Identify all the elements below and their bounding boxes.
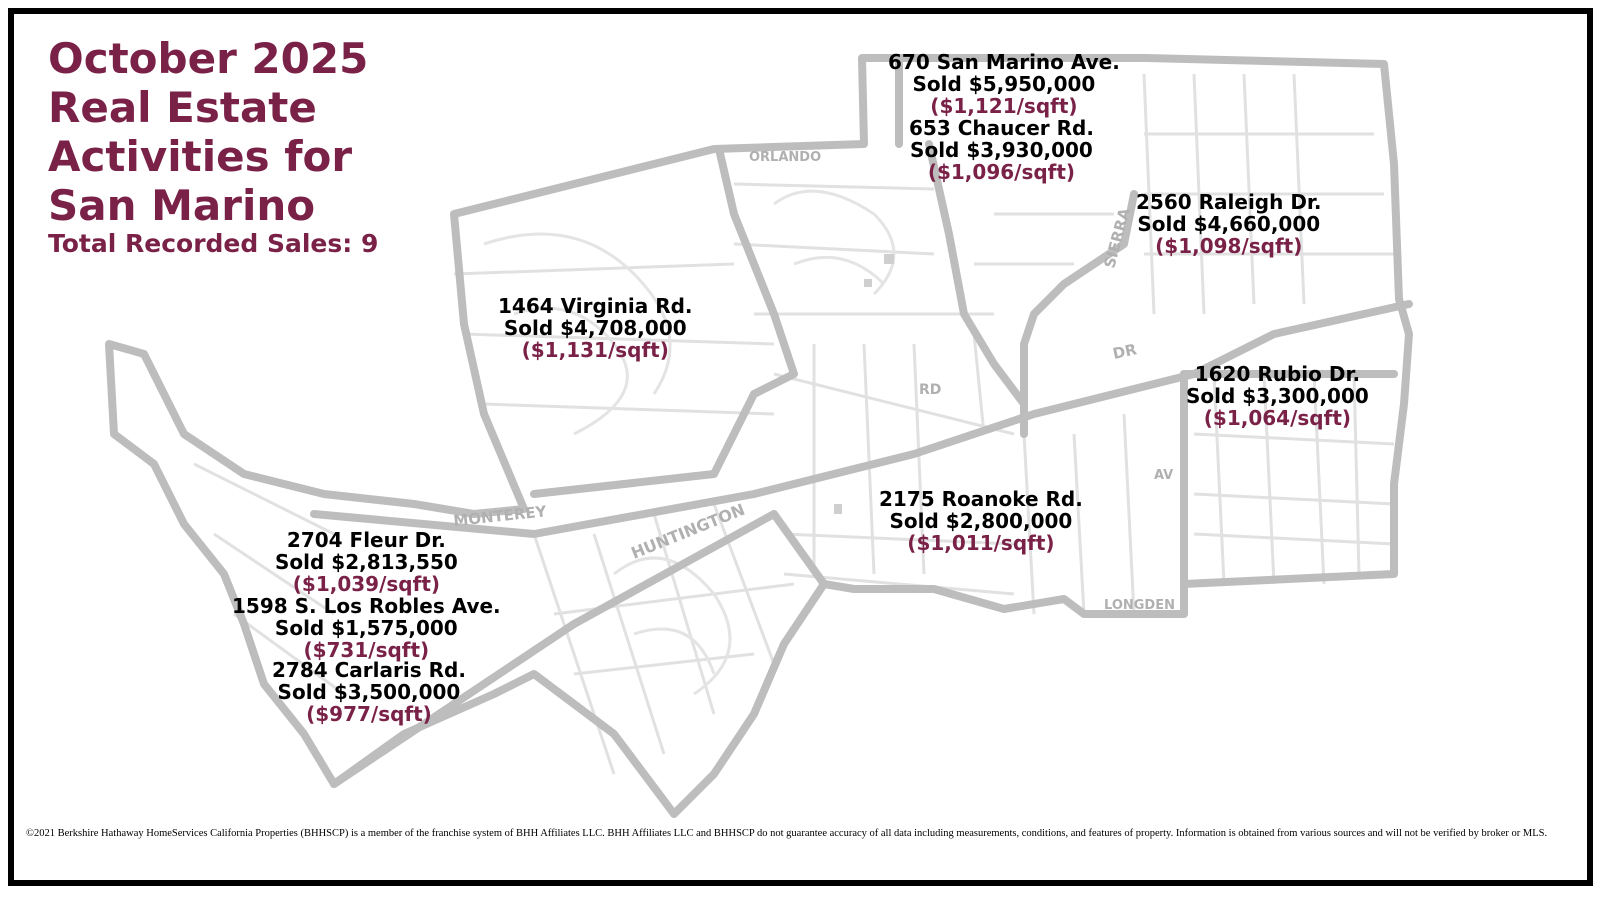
street-label-orlando: ORLANDO [749,150,822,165]
listing-price: Sold $3,930,000 [910,138,1093,162]
listing-price-per-sqft: ($1,064/sqft) [1203,406,1352,430]
street-label-av: AV [1154,468,1174,483]
listing-address: 2704 Fleur Dr. [286,528,446,552]
listing-address: 2784 Carlaris Rd. [272,658,466,682]
listing-price: Sold $5,950,000 [912,72,1096,96]
listing-2560-raleigh [1136,191,1322,257]
listing-price-per-sqft: ($1,011/sqft) [907,531,1055,555]
listing-price: Sold $4,708,000 [503,316,687,340]
listing-1464-virginia [498,295,693,361]
listing-price-per-sqft: ($977/sqft) [306,702,432,726]
street-label-rd: RD [919,382,942,398]
listing-price: Sold $2,800,000 [889,509,1073,533]
listing-price-per-sqft: ($1,096/sqft) [927,160,1076,184]
listing-2784-carlaris [272,659,466,725]
street-label-dr: DR [1111,340,1139,363]
listing-653-chaucer [909,117,1094,183]
title-line: October 2025 [48,34,369,83]
listing-2175-roanoke [879,488,1083,554]
listing-address: 2175 Roanoke Rd. [879,487,1083,511]
listing-670-san-marino [888,51,1120,117]
street-label-huntington: HUNTINGTON [628,499,748,563]
listing-price: Sold $4,660,000 [1137,212,1321,236]
street-label-longden: LONGDEN [1104,598,1175,613]
listing-price-per-sqft: ($1,039/sqft) [292,572,441,596]
total-sales: Total Recorded Sales: 9 [48,229,379,258]
listing-price: Sold $3,500,000 [277,680,461,704]
map-frame [8,8,1593,886]
listing-price-per-sqft: ($731/sqft) [303,638,430,662]
listing-price-per-sqft: ($1,121/sqft) [930,94,1078,118]
listing-price-per-sqft: ($1,131/sqft) [521,338,669,362]
title-line: Real Estate [48,83,317,132]
page-title [48,34,368,230]
title-line: Activities for [48,132,353,181]
listing-2704-fleur [275,529,458,595]
listing-address: 1598 S. Los Robles Ave. [232,594,501,618]
listing-1598-los-robles [232,595,501,661]
disclaimer: ©2021 Berkshire Hathaway HomeServices California Properties (BHHSCP) is a member of the franchise system of BHH Affiliates LLC. BHH Affiliates LLC and BHHSCP do not guarantee accuracy of all data including measurements, conditions, and features of property. Information is obtained from various sources and will not be verified by broker or MLS. [26,828,1548,839]
listing-address: 653 Chaucer Rd. [909,116,1094,140]
listing-1620-rubio [1186,363,1369,429]
street-label-monterey: MONTEREY [452,502,548,530]
listing-address: 670 San Marino Ave. [888,50,1120,74]
listing-address: 1620 Rubio Dr. [1194,362,1361,386]
listing-price: Sold $2,813,550 [275,550,458,574]
listing-price-per-sqft: ($1,098/sqft) [1155,234,1303,258]
street-label-sierra: SIERRA [1100,206,1134,271]
listing-price: Sold $3,300,000 [1186,384,1369,408]
title-line: San Marino [48,181,316,230]
listing-address: 1464 Virginia Rd. [498,294,693,318]
listing-price: Sold $1,575,000 [274,616,458,640]
listing-address: 2560 Raleigh Dr. [1136,190,1322,214]
